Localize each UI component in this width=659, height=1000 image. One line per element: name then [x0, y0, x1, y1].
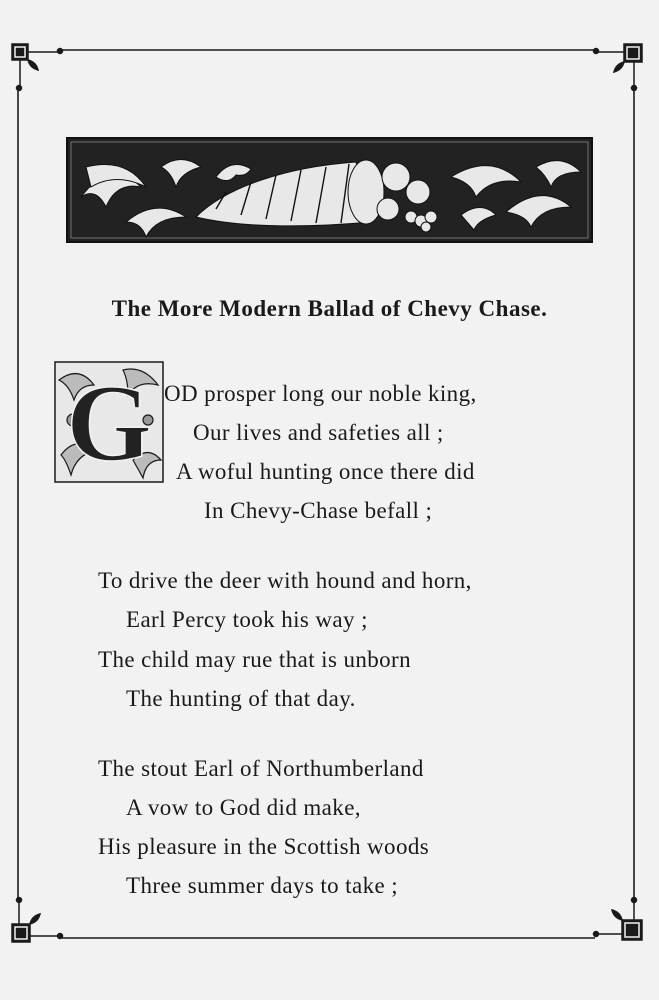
stanza-2-line-2: Earl Percy took his way ; [126, 607, 368, 632]
stanza-1-line-2: Our lives and safeties all ; [193, 420, 444, 445]
corner-ornament-bottom-right-icon [594, 898, 643, 941]
cornucopia-banner [66, 137, 593, 243]
corner-ornament-top-right-icon [594, 44, 643, 91]
stanza-2-line-3: The child may rue that is unborn [98, 647, 412, 672]
stanza-3-line-1: The stout Earl of Northumberland [98, 756, 424, 781]
ballad-title: The More Modern Ballad of Chevy Chase. [111, 296, 548, 321]
stanza-1-line-3: A woful hunting once there did [176, 459, 475, 484]
corner-ornament-bottom-left-icon [12, 898, 63, 943]
stanza-1-line-4: In Chevy-Chase befall ; [204, 498, 433, 523]
stanza-3-line-4: Three summer days to take ; [126, 873, 399, 898]
stanza-3-line-3: His pleasure in the Scottish woods [98, 834, 430, 859]
corner-ornament-top-left-icon [12, 44, 63, 91]
drop-cap-letter: G [66, 362, 152, 484]
stanza-2-line-4: The hunting of that day. [126, 686, 356, 711]
drop-cap-initial [53, 360, 165, 484]
stanza-3-line-2: A vow to God did make, [126, 795, 361, 820]
stanza-2-line-1: To drive the deer with hound and horn, [98, 568, 472, 593]
stanza-1-line-1: OD prosper long our noble king, [164, 381, 477, 406]
